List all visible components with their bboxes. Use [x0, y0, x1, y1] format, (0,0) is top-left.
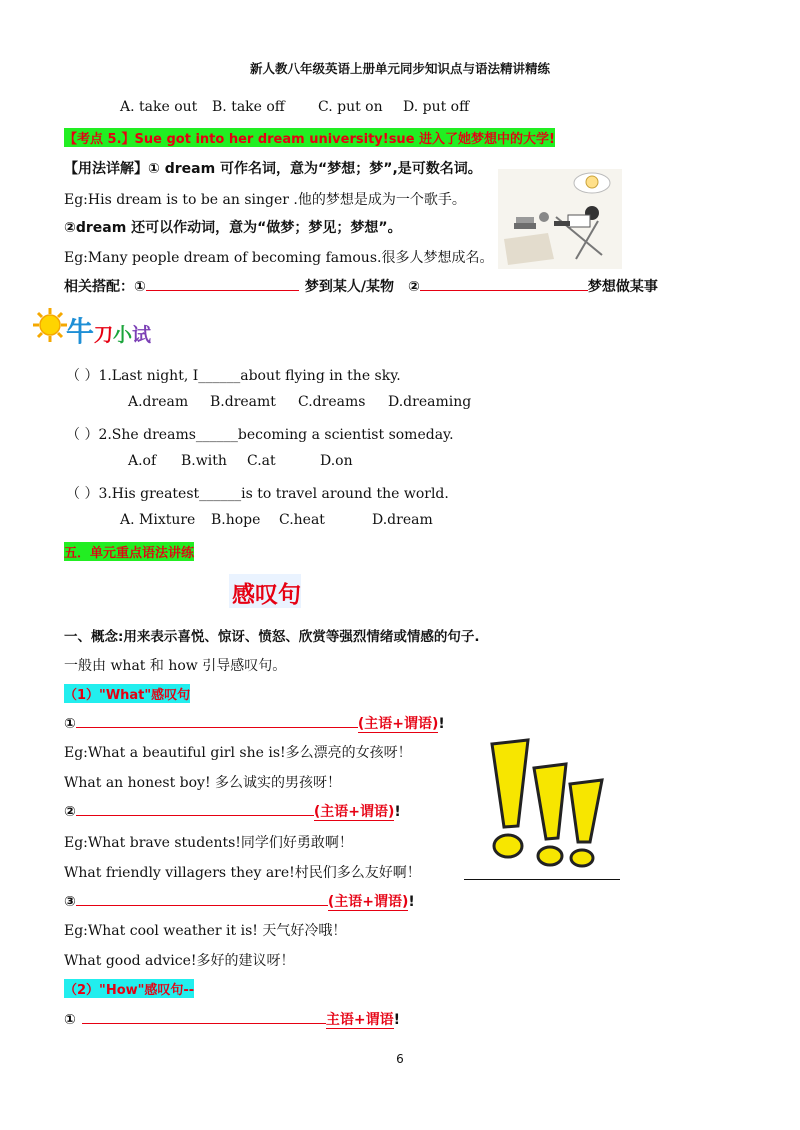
exclamation-marks-icon: [470, 738, 620, 868]
usage-example-1: Eg:His dream is to be an singer .他的梦想是成为一个歌手。: [64, 192, 466, 208]
quiz-options-2: [128, 453, 353, 469]
intro-line: 一般由 what 和 how 引导感叹句。: [64, 658, 287, 674]
quiz-options-3: [120, 512, 433, 528]
what-item-2: [64, 801, 401, 821]
collocation-1-text: 梦到某人/某物: [304, 279, 394, 295]
collocation-2-num: ②: [407, 279, 420, 295]
q1-option-b: B.dreamt: [210, 394, 276, 410]
option-d: D. put off: [403, 99, 470, 115]
usage-line-2: ②dream 还可以作动词，意为“做梦；梦见；梦想”。: [64, 220, 402, 236]
q2-option-a: A.of: [128, 453, 157, 469]
how-item-1-end: !: [393, 1012, 400, 1028]
quiz-title-xiao: 小: [113, 324, 133, 346]
usage-label: 【用法详解】: [64, 161, 148, 177]
what-item-1-eg-1: Eg:What a beautiful girl she is!多么漂亮的女孩呀！: [64, 745, 412, 761]
answer-paren-2[interactable]: （ ）: [66, 427, 99, 443]
question-text-1: 1.Last night, I______about flying in the sky.: [98, 368, 401, 384]
quiz-title: [66, 310, 151, 350]
what-item-1-end: !: [438, 716, 445, 732]
what-item-3-eg-1: Eg:What cool weather it is! 天气好冷哦！: [64, 923, 347, 939]
dreaming-girl-illustration: [498, 169, 622, 269]
what-item-3-end: !: [408, 894, 415, 910]
what-item-2-blank[interactable]: [76, 803, 314, 816]
what-item-1-tail: (主语+谓语): [357, 716, 439, 732]
option-c: C. put on: [318, 99, 383, 115]
what-section-title: （1）"What"感叹句: [64, 684, 190, 703]
q1-option-a: A.dream: [128, 394, 189, 410]
what-item-1-eg-2: What an honest boy! 多么诚实的男孩呀！: [64, 775, 342, 791]
collocation-label: 相关搭配：①: [64, 279, 146, 295]
usage-noun-text: ① dream 可作名词，意为“梦想；梦”,是可数名词。: [148, 161, 482, 177]
q3-option-c: C.heat: [279, 512, 325, 528]
q3-option-b: B.hope: [211, 512, 261, 528]
usage-line-1: [64, 158, 482, 178]
illustration-underline: [464, 879, 620, 880]
kaodian-5-heading: 【考点 5.】Sue got into her dream university!sue 进入了她梦想中的大学!: [64, 128, 555, 147]
q3-option-d: D.dream: [372, 512, 433, 528]
what-item-3-tail: (主语+谓语): [327, 894, 409, 910]
what-item-3-blank[interactable]: [76, 893, 328, 906]
collocation-2-text: 梦想做某事: [587, 279, 658, 295]
what-item-1-num: ①: [64, 716, 76, 732]
how-item-1: [64, 1009, 400, 1029]
collocation-blank-1[interactable]: [146, 278, 299, 291]
page-number: 6: [396, 1052, 404, 1066]
quiz-question-1: [66, 365, 401, 385]
page-header: 新人教八年级英语上册单元同步知识点与语法精讲精练: [249, 61, 550, 76]
how-section-title: （2）"How"感叹句--: [64, 979, 194, 998]
quiz-question-2: [66, 424, 454, 444]
what-item-2-eg-2: What friendly villagers they are!村民们多么友好啊！: [64, 865, 421, 881]
answer-paren-3[interactable]: （ ）: [66, 486, 99, 502]
prev-options: [120, 99, 470, 115]
what-item-3-eg-2: What good advice!多好的建议呀！: [64, 953, 295, 969]
how-item-1-blank[interactable]: [82, 1011, 326, 1024]
collocation-line: [64, 276, 658, 296]
quiz-question-3: [66, 483, 449, 503]
concept-line: 一、概念:用来表示喜悦、惊讶、愤怒、欣赏等强烈情绪或情感的句子.: [64, 629, 480, 645]
what-item-2-eg-1: Eg:What brave students!同学们好勇敢啊！: [64, 835, 353, 851]
answer-paren-1[interactable]: （ ）: [66, 368, 99, 384]
how-item-1-num: ①: [64, 1012, 76, 1028]
option-b: B. take off: [212, 99, 285, 115]
what-item-3-num: ③: [64, 894, 76, 910]
quiz-title-shi: 试: [132, 324, 152, 346]
dreaming-girl-svg: [498, 169, 622, 269]
section-5-heading: 五．单元重点语法讲练: [64, 542, 194, 561]
what-item-1-blank[interactable]: [76, 715, 358, 728]
collocation-blank-2[interactable]: [420, 278, 588, 291]
q1-option-c: C.dreams: [298, 394, 366, 410]
what-item-2-num: ②: [64, 804, 76, 820]
how-item-1-tail: 主语+谓语: [325, 1012, 394, 1028]
q1-option-d: D.dreaming: [388, 394, 472, 410]
q2-option-b: B.with: [181, 453, 227, 469]
q3-option-a: A. Mixture: [120, 512, 196, 528]
what-item-2-tail: (主语+谓语): [313, 804, 395, 820]
sun-icon: [32, 307, 68, 343]
big-title: 感叹句: [232, 582, 301, 608]
what-item-2-end: !: [394, 804, 401, 820]
quiz-title-dao: 刀: [94, 324, 114, 346]
quiz-title-niu: 牛: [66, 315, 95, 348]
what-item-3: [64, 891, 415, 911]
quiz-options-1: [128, 394, 472, 410]
what-item-1: [64, 713, 445, 733]
q2-option-d: D.on: [320, 453, 353, 469]
question-text-3: 3.His greatest______is to travel around the world.: [98, 486, 449, 502]
option-a: A. take out: [120, 99, 198, 115]
usage-example-2: Eg:Many people dream of becoming famous.很多人梦想成名。: [64, 250, 494, 266]
question-text-2: 2.She dreams______becoming a scientist someday.: [98, 427, 454, 443]
q2-option-c: C.at: [247, 453, 276, 469]
